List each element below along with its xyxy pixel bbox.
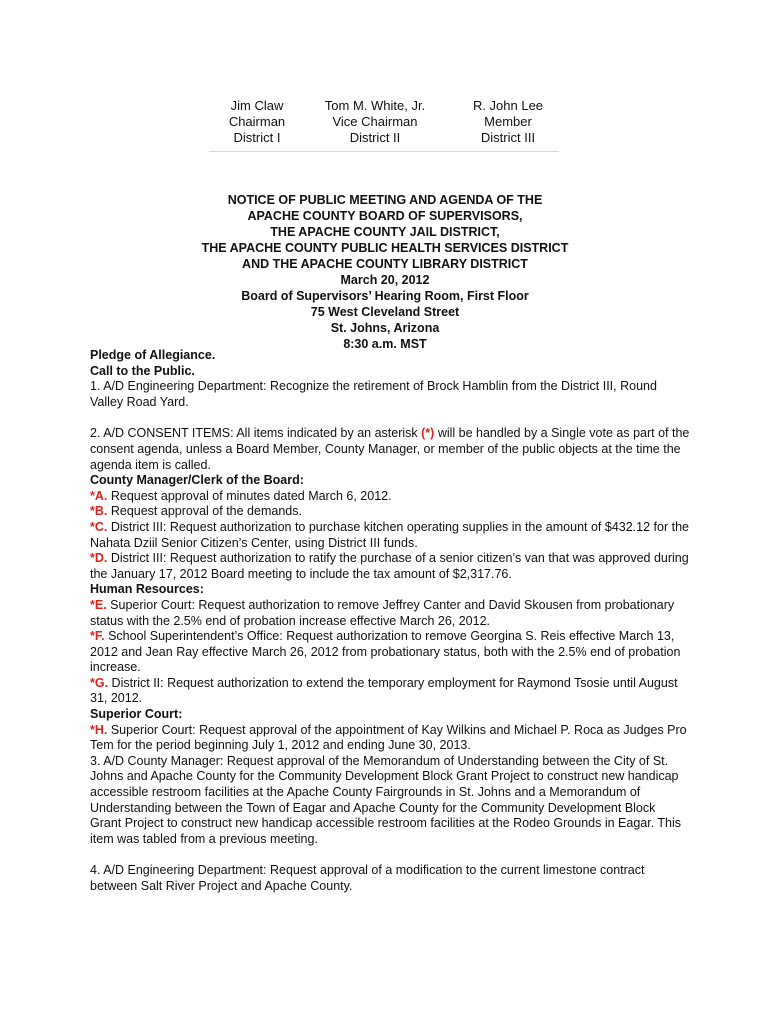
agenda-item-1: 1. A/D Engineering Department: Recognize the retirement of Brock Hamblin from the District III, Round Valley Road Yard. [90,379,657,409]
call-to-public-heading: Call to the Public. [90,363,195,378]
consent-text: District III: Request authorization to purchase kitchen operating supplies in the amount of $432.12 for the Nahata Dziil Senior Citizen’s Center, using District III funds. [90,519,689,550]
official-title: Vice Chairman [332,114,418,129]
notice-heading [90,192,680,352]
official-vice-chairman [320,98,430,146]
official-title: Member [484,114,532,129]
heading-line: AND THE APACHE COUNTY LIBRARY DISTRICT [242,257,528,271]
consent-item-f [90,629,690,676]
official-chairman [202,98,312,146]
consent-marker: *H. [90,722,108,737]
meeting-room: Board of Supervisors’ Hearing Room, First Floor [241,289,529,303]
asterisk-marker: (*) [421,426,435,441]
official-title: Chairman [228,114,286,129]
consent-text: Request approval of minutes dated March 6, 2012. [107,488,392,503]
consent-marker: *G. [90,675,109,690]
heading-line: THE APACHE COUNTY PUBLIC HEALTH SERVICES DISTRICT [201,241,569,255]
section-court-heading: Superior Court: [90,707,183,722]
consent-item-d [90,551,690,582]
heading-line: APACHE COUNTY BOARD OF SUPERVISORS, [247,209,523,223]
heading-line: THE APACHE COUNTY JAIL DISTRICT, [270,225,500,239]
section-clerk-heading: County Manager/Clerk of the Board: [90,473,304,488]
agenda-item-4: 4. A/D Engineering Department: Request approval of a modification to the current limestone contract between Salt River Project and Apache County. [90,863,645,893]
consent-marker: *E. [90,597,107,612]
official-name: Tom M. White, Jr. [324,98,426,113]
official-member [453,98,563,146]
consent-text: Superior Court: Request approval of the appointment of Kay Wilkins and Michael P. Roca as Judges Pro Tem for the period beginning July 1, 2012 and ending June 30, 2013. [90,722,687,753]
consent-text: Request approval of the demands. [107,504,302,519]
meeting-date: March 20, 2012 [340,273,430,287]
agenda-body [90,348,690,895]
spacer [90,847,690,863]
consent-marker: *C. [90,519,108,534]
consent-text: Superior Court: Request authorization to remove Jeffrey Canter and David Skousen from probationary status with the 2.5% end of probation increase effective March 26, 2012. [90,597,675,628]
item-2-text: 2. A/D CONSENT ITEMS: All items indicated by an asterisk [90,426,422,441]
consent-item-h [90,723,690,754]
consent-marker: *F. [90,629,105,644]
heading-line: NOTICE OF PUBLIC MEETING AND AGENDA OF THE [227,193,543,207]
meeting-street: 75 West Cleveland Street [310,305,460,319]
official-district: District III [480,130,536,145]
section-hr-heading: Human Resources: [90,582,204,597]
consent-text: District III: Request authorization to ratify the purchase of a senior citizen’s van that was approved during the January 17, 2012 Board meeting to include the tax amount of $2,317.76. [90,551,689,581]
consent-marker: *D. [90,551,108,566]
consent-marker: *B. [90,504,108,519]
meeting-city: St. Johns, Arizona [330,321,440,335]
consent-text: District II: Request authorization to extend the temporary employment for Raymond Tsosie until August 31, 2012. [90,675,678,706]
official-district: District II [349,130,401,145]
agenda-item-2 [90,426,690,473]
item-2-text-cont: will be handled by a Single vote as part of the consent agenda, unless a Board Member, County Manager, or member of the public objects at the time the agenda item is called. [90,426,690,472]
consent-marker: *A. [90,488,108,503]
official-name: R. John Lee [472,98,544,113]
pledge-heading: Pledge of Allegiance. [90,348,216,362]
header-divider [209,151,559,152]
spacer [90,410,690,426]
consent-item-c [90,520,690,551]
agenda-item-3: 3. A/D County Manager: Request approval of the Memorandum of Understanding between the City of St. Johns and Apache County for the Community Development Block Grant Project to construct new handicap accessible restroom facilities at the Apache County Fairgrounds in St. Johns and a Memorandum of Understanding between the Town of Eagar and Apache County for the Community Development Block Grant Project to construct new handicap accessible restroom facilities at the Rodeo Grounds in Eagar. This item was tabled from a previous meeting. [90,753,682,846]
consent-item-b [90,504,690,520]
consent-item-a [90,489,690,505]
official-name: Jim Claw [230,98,284,113]
consent-item-e [90,598,690,629]
official-district: District I [233,130,281,145]
consent-item-g [90,676,690,707]
consent-text: School Superintendent’s Office: Request authorization to remove Georgina S. Reis effective March 13, 2012 and Jean Ray effective March 26, 2012 from probationary status, both with the 2.5% end of probation increase. [90,629,681,675]
meeting-time: 8:30 a.m. MST [343,337,427,351]
officials-header [209,98,559,146]
